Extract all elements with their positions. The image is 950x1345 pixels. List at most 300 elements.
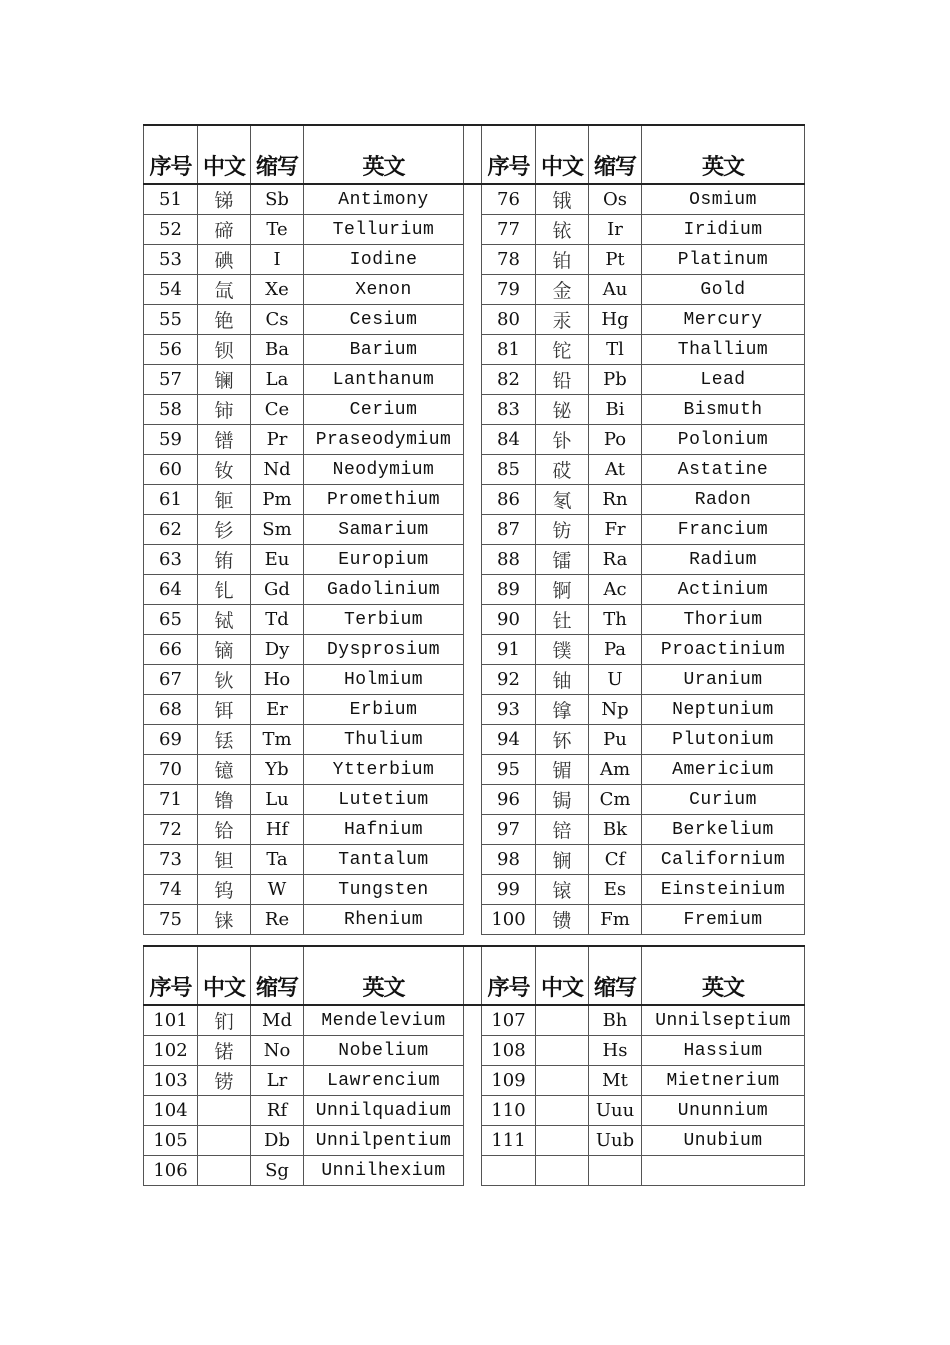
- header-abbr: 缩写: [251, 125, 304, 184]
- atomic-number-cell: 68: [144, 695, 198, 725]
- atomic-number-cell: 108: [482, 1036, 536, 1066]
- column-gap: [464, 365, 482, 395]
- table-body: [144, 1005, 805, 1186]
- english-name-cell: Tantalum: [304, 845, 464, 875]
- english-name-cell: Nobelium: [304, 1036, 464, 1066]
- element-table-101-111: [143, 945, 805, 1186]
- symbol-cell: U: [589, 665, 642, 695]
- column-gap: [464, 785, 482, 815]
- symbol-cell: Uub: [589, 1126, 642, 1156]
- chinese-name-cell: [536, 1066, 589, 1096]
- chinese-name-cell: 钔: [198, 1005, 251, 1036]
- chinese-name-cell: 锿: [536, 875, 589, 905]
- atomic-number-cell: 101: [144, 1005, 198, 1036]
- symbol-cell: La: [251, 365, 304, 395]
- english-name-cell: Iodine: [304, 245, 464, 275]
- english-name-cell: Astatine: [642, 455, 805, 485]
- english-name-cell: Holmium: [304, 665, 464, 695]
- chinese-name-cell: 铱: [536, 215, 589, 245]
- atomic-number-cell: 86: [482, 485, 536, 515]
- atomic-number-cell: 71: [144, 785, 198, 815]
- chinese-name-cell: 镱: [198, 755, 251, 785]
- atomic-number-cell: 65: [144, 605, 198, 635]
- english-name-cell: Mietnerium: [642, 1066, 805, 1096]
- table-row: [144, 1126, 805, 1156]
- english-name-cell: Osmium: [642, 184, 805, 215]
- atomic-number-cell: 85: [482, 455, 536, 485]
- english-name-cell: Einsteinium: [642, 875, 805, 905]
- table-row: [144, 245, 805, 275]
- english-name-cell: Thorium: [642, 605, 805, 635]
- symbol-cell: Td: [251, 605, 304, 635]
- table-row: [144, 455, 805, 485]
- atomic-number-cell: 84: [482, 425, 536, 455]
- atomic-number-cell: 53: [144, 245, 198, 275]
- column-gap: [464, 1036, 482, 1066]
- symbol-cell: Rf: [251, 1096, 304, 1126]
- symbol-cell: Er: [251, 695, 304, 725]
- chinese-name-cell: 碘: [198, 245, 251, 275]
- symbol-cell: Rn: [589, 485, 642, 515]
- chinese-name-cell: 镧: [198, 365, 251, 395]
- symbol-cell: Pb: [589, 365, 642, 395]
- atomic-number-cell: 94: [482, 725, 536, 755]
- chinese-name-cell: [198, 1096, 251, 1126]
- atomic-number-cell: 70: [144, 755, 198, 785]
- atomic-number-cell: 107: [482, 1005, 536, 1036]
- english-name-cell: Ytterbium: [304, 755, 464, 785]
- symbol-cell: Th: [589, 605, 642, 635]
- atomic-number-cell: 59: [144, 425, 198, 455]
- chinese-name-cell: 钫: [536, 515, 589, 545]
- english-name-cell: Tellurium: [304, 215, 464, 245]
- column-gap: [464, 605, 482, 635]
- chinese-name-cell: [198, 1126, 251, 1156]
- symbol-cell: Pu: [589, 725, 642, 755]
- chinese-name-cell: [536, 1036, 589, 1066]
- english-name-cell: Samarium: [304, 515, 464, 545]
- column-gap: [464, 755, 482, 785]
- english-name-cell: [642, 1156, 805, 1186]
- atomic-number-cell: 91: [482, 635, 536, 665]
- atomic-number-cell: 87: [482, 515, 536, 545]
- symbol-cell: No: [251, 1036, 304, 1066]
- atomic-number-cell: 57: [144, 365, 198, 395]
- table-row: [144, 785, 805, 815]
- english-name-cell: Cerium: [304, 395, 464, 425]
- atomic-number-cell: 109: [482, 1066, 536, 1096]
- symbol-cell: Uuu: [589, 1096, 642, 1126]
- symbol-cell: Te: [251, 215, 304, 245]
- symbol-cell: Yb: [251, 755, 304, 785]
- symbol-cell: Md: [251, 1005, 304, 1036]
- chinese-name-cell: 氡: [536, 485, 589, 515]
- header-abbr: 缩写: [589, 125, 642, 184]
- atomic-number-cell: 60: [144, 455, 198, 485]
- column-gap: [464, 845, 482, 875]
- chinese-name-cell: 钨: [198, 875, 251, 905]
- chinese-name-cell: 锇: [536, 184, 589, 215]
- chinese-name-cell: 镭: [536, 545, 589, 575]
- english-name-cell: Californium: [642, 845, 805, 875]
- english-name-cell: Berkelium: [642, 815, 805, 845]
- column-gap: [464, 305, 482, 335]
- english-name-cell: Proactinium: [642, 635, 805, 665]
- column-gap: [464, 875, 482, 905]
- column-gap: [464, 575, 482, 605]
- english-name-cell: Rhenium: [304, 905, 464, 935]
- symbol-cell: Db: [251, 1126, 304, 1156]
- column-gap: [464, 1126, 482, 1156]
- atomic-number-cell: 82: [482, 365, 536, 395]
- header-abbr: 缩写: [251, 946, 304, 1005]
- english-name-cell: Erbium: [304, 695, 464, 725]
- symbol-cell: Ir: [589, 215, 642, 245]
- english-name-cell: Tungsten: [304, 875, 464, 905]
- atomic-number-cell: 63: [144, 545, 198, 575]
- atomic-number-cell: 77: [482, 215, 536, 245]
- atomic-number-cell: 56: [144, 335, 198, 365]
- column-gap: [464, 1156, 482, 1186]
- table-row: [144, 725, 805, 755]
- english-name-cell: Xenon: [304, 275, 464, 305]
- chinese-name-cell: 钽: [198, 845, 251, 875]
- chinese-name-cell: 镤: [536, 635, 589, 665]
- english-name-cell: Terbium: [304, 605, 464, 635]
- english-name-cell: Neodymium: [304, 455, 464, 485]
- english-name-cell: Unubium: [642, 1126, 805, 1156]
- atomic-number-cell: 90: [482, 605, 536, 635]
- chinese-name-cell: 铈: [198, 395, 251, 425]
- symbol-cell: Xe: [251, 275, 304, 305]
- table-row: [144, 815, 805, 845]
- symbol-cell: Ho: [251, 665, 304, 695]
- english-name-cell: Fremium: [642, 905, 805, 935]
- header-cn: 中文: [198, 125, 251, 184]
- symbol-cell: W: [251, 875, 304, 905]
- column-gap: [464, 725, 482, 755]
- chinese-name-cell: 铹: [198, 1066, 251, 1096]
- symbol-cell: Cf: [589, 845, 642, 875]
- english-name-cell: Radon: [642, 485, 805, 515]
- column-gap: [464, 545, 482, 575]
- english-name-cell: Iridium: [642, 215, 805, 245]
- english-name-cell: Lanthanum: [304, 365, 464, 395]
- header-cn: 中文: [536, 946, 589, 1005]
- chinese-name-cell: [536, 1126, 589, 1156]
- chinese-name-cell: 锫: [536, 815, 589, 845]
- atomic-number-cell: 97: [482, 815, 536, 845]
- table-row: [144, 665, 805, 695]
- symbol-cell: Os: [589, 184, 642, 215]
- column-gap: [464, 635, 482, 665]
- english-name-cell: Unnilhexium: [304, 1156, 464, 1186]
- symbol-cell: Pt: [589, 245, 642, 275]
- symbol-cell: Cs: [251, 305, 304, 335]
- column-gap: [464, 245, 482, 275]
- chinese-name-cell: 铥: [198, 725, 251, 755]
- table-row: [144, 365, 805, 395]
- chinese-name-cell: 钬: [198, 665, 251, 695]
- symbol-cell: Fm: [589, 905, 642, 935]
- english-name-cell: Cesium: [304, 305, 464, 335]
- chinese-name-cell: 钍: [536, 605, 589, 635]
- english-name-cell: Mendelevium: [304, 1005, 464, 1036]
- symbol-cell: Am: [589, 755, 642, 785]
- atomic-number-cell: 100: [482, 905, 536, 935]
- english-name-cell: Americium: [642, 755, 805, 785]
- chinese-name-cell: [198, 1156, 251, 1186]
- atomic-number-cell: 104: [144, 1096, 198, 1126]
- english-name-cell: Dysprosium: [304, 635, 464, 665]
- atomic-number-cell: 88: [482, 545, 536, 575]
- table-row: [144, 1096, 805, 1126]
- atomic-number-cell: 96: [482, 785, 536, 815]
- table-row: [144, 305, 805, 335]
- chinese-name-cell: 镨: [198, 425, 251, 455]
- column-gap: [464, 905, 482, 935]
- atomic-number-cell: 58: [144, 395, 198, 425]
- column-gap: [464, 455, 482, 485]
- chinese-name-cell: [536, 1156, 589, 1186]
- column-gap: [464, 275, 482, 305]
- header-row: [144, 125, 805, 184]
- chinese-name-cell: 锕: [536, 575, 589, 605]
- symbol-cell: Np: [589, 695, 642, 725]
- symbol-cell: At: [589, 455, 642, 485]
- chinese-name-cell: 氙: [198, 275, 251, 305]
- chinese-name-cell: 锔: [536, 785, 589, 815]
- atomic-number-cell: 72: [144, 815, 198, 845]
- english-name-cell: Francium: [642, 515, 805, 545]
- chinese-name-cell: 铪: [198, 815, 251, 845]
- atomic-number-cell: 62: [144, 515, 198, 545]
- english-name-cell: Gadolinium: [304, 575, 464, 605]
- atomic-number-cell: 79: [482, 275, 536, 305]
- table-row: [144, 275, 805, 305]
- symbol-cell: Hs: [589, 1036, 642, 1066]
- table-row: [144, 695, 805, 725]
- table-row: [144, 395, 805, 425]
- symbol-cell: Hg: [589, 305, 642, 335]
- header-en: 英文: [304, 946, 464, 1005]
- atomic-number-cell: 52: [144, 215, 198, 245]
- chinese-name-cell: 金: [536, 275, 589, 305]
- table-body: [144, 184, 805, 935]
- symbol-cell: Pm: [251, 485, 304, 515]
- column-gap: [464, 1066, 482, 1096]
- column-gap: [464, 395, 482, 425]
- english-name-cell: Unnilquadium: [304, 1096, 464, 1126]
- chinese-name-cell: 钕: [198, 455, 251, 485]
- symbol-cell: Cm: [589, 785, 642, 815]
- symbol-cell: Es: [589, 875, 642, 905]
- atomic-number-cell: 66: [144, 635, 198, 665]
- symbol-cell: Mt: [589, 1066, 642, 1096]
- atomic-number-cell: 73: [144, 845, 198, 875]
- chinese-name-cell: 钐: [198, 515, 251, 545]
- symbol-cell: Ac: [589, 575, 642, 605]
- column-gap: [464, 184, 482, 215]
- table-row: [144, 1036, 805, 1066]
- english-name-cell: Polonium: [642, 425, 805, 455]
- chinese-name-cell: 砹: [536, 455, 589, 485]
- symbol-cell: Hf: [251, 815, 304, 845]
- table-row: [144, 605, 805, 635]
- symbol-cell: Re: [251, 905, 304, 935]
- english-name-cell: Plutonium: [642, 725, 805, 755]
- chinese-name-cell: 锑: [198, 184, 251, 215]
- symbol-cell: Fr: [589, 515, 642, 545]
- symbol-cell: Lu: [251, 785, 304, 815]
- symbol-cell: Tm: [251, 725, 304, 755]
- column-gap: [464, 215, 482, 245]
- english-name-cell: Lutetium: [304, 785, 464, 815]
- header-cn: 中文: [536, 125, 589, 184]
- atomic-number-cell: 74: [144, 875, 198, 905]
- column-gap: [464, 946, 482, 1005]
- table-row: [144, 875, 805, 905]
- symbol-cell: Nd: [251, 455, 304, 485]
- symbol-cell: Ta: [251, 845, 304, 875]
- atomic-number-cell: 81: [482, 335, 536, 365]
- chinese-name-cell: 镝: [198, 635, 251, 665]
- table-row: [144, 215, 805, 245]
- english-name-cell: Barium: [304, 335, 464, 365]
- table-row: [144, 905, 805, 935]
- atomic-number-cell: 76: [482, 184, 536, 215]
- chinese-name-cell: 碲: [198, 215, 251, 245]
- table-row: [144, 635, 805, 665]
- chinese-name-cell: 钷: [198, 485, 251, 515]
- symbol-cell: Dy: [251, 635, 304, 665]
- column-gap: [464, 1005, 482, 1036]
- english-name-cell: Platinum: [642, 245, 805, 275]
- atomic-number-cell: 105: [144, 1126, 198, 1156]
- symbol-cell: Sg: [251, 1156, 304, 1186]
- column-gap: [464, 815, 482, 845]
- symbol-cell: Sm: [251, 515, 304, 545]
- atomic-number-cell: 106: [144, 1156, 198, 1186]
- atomic-number-cell: 51: [144, 184, 198, 215]
- column-gap: [464, 335, 482, 365]
- header-cn: 中文: [198, 946, 251, 1005]
- atomic-number-cell: 55: [144, 305, 198, 335]
- chinese-name-cell: 汞: [536, 305, 589, 335]
- table-row: [144, 1066, 805, 1096]
- chinese-name-cell: 镄: [536, 905, 589, 935]
- symbol-cell: Ba: [251, 335, 304, 365]
- atomic-number-cell: 92: [482, 665, 536, 695]
- column-gap: [464, 695, 482, 725]
- atomic-number-cell: 99: [482, 875, 536, 905]
- english-name-cell: Actinium: [642, 575, 805, 605]
- chinese-name-cell: 铒: [198, 695, 251, 725]
- atomic-number-cell: 95: [482, 755, 536, 785]
- chinese-name-cell: 铼: [198, 905, 251, 935]
- column-gap: [464, 515, 482, 545]
- chinese-name-cell: 锎: [536, 845, 589, 875]
- atomic-number-cell: 93: [482, 695, 536, 725]
- english-name-cell: Neptunium: [642, 695, 805, 725]
- table-row: [144, 335, 805, 365]
- english-name-cell: Europium: [304, 545, 464, 575]
- english-name-cell: Gold: [642, 275, 805, 305]
- symbol-cell: Eu: [251, 545, 304, 575]
- atomic-number-cell: 69: [144, 725, 198, 755]
- chinese-name-cell: 铋: [536, 395, 589, 425]
- english-name-cell: Unnilseptium: [642, 1005, 805, 1036]
- chinese-name-cell: 镅: [536, 755, 589, 785]
- header-no: 序号: [144, 125, 198, 184]
- header-no: 序号: [482, 125, 536, 184]
- chinese-name-cell: 铕: [198, 545, 251, 575]
- chinese-name-cell: 镎: [536, 695, 589, 725]
- table-row: [144, 515, 805, 545]
- symbol-cell: Gd: [251, 575, 304, 605]
- atomic-number-cell: 89: [482, 575, 536, 605]
- atomic-number-cell: 102: [144, 1036, 198, 1066]
- atomic-number-cell: 110: [482, 1096, 536, 1126]
- header-en: 英文: [642, 125, 805, 184]
- table-row: [144, 184, 805, 215]
- symbol-cell: Lr: [251, 1066, 304, 1096]
- column-gap: [464, 665, 482, 695]
- symbol-cell: I: [251, 245, 304, 275]
- chinese-name-cell: 钚: [536, 725, 589, 755]
- english-name-cell: Antimony: [304, 184, 464, 215]
- atomic-number-cell: 103: [144, 1066, 198, 1096]
- chinese-name-cell: 铽: [198, 605, 251, 635]
- english-name-cell: Promethium: [304, 485, 464, 515]
- english-name-cell: Thallium: [642, 335, 805, 365]
- symbol-cell: Po: [589, 425, 642, 455]
- table-row: [144, 545, 805, 575]
- atomic-number-cell: 54: [144, 275, 198, 305]
- table-row: [144, 425, 805, 455]
- header-no: 序号: [482, 946, 536, 1005]
- column-gap: [464, 1096, 482, 1126]
- table-row: [144, 1156, 805, 1186]
- chinese-name-cell: 钆: [198, 575, 251, 605]
- english-name-cell: Hassium: [642, 1036, 805, 1066]
- atomic-number-cell: 67: [144, 665, 198, 695]
- header-abbr: 缩写: [589, 946, 642, 1005]
- english-name-cell: Praseodymium: [304, 425, 464, 455]
- english-name-cell: Ununnium: [642, 1096, 805, 1126]
- english-name-cell: Thulium: [304, 725, 464, 755]
- atomic-number-cell: 64: [144, 575, 198, 605]
- symbol-cell: Pr: [251, 425, 304, 455]
- chinese-name-cell: 镥: [198, 785, 251, 815]
- symbol-cell: Pa: [589, 635, 642, 665]
- symbol-cell: Ra: [589, 545, 642, 575]
- symbol-cell: Bk: [589, 815, 642, 845]
- atomic-number-cell: 83: [482, 395, 536, 425]
- chinese-name-cell: 铀: [536, 665, 589, 695]
- atomic-number-cell: 78: [482, 245, 536, 275]
- table-row: [144, 845, 805, 875]
- chinese-name-cell: 钡: [198, 335, 251, 365]
- atomic-number-cell: 98: [482, 845, 536, 875]
- english-name-cell: Radium: [642, 545, 805, 575]
- table-row: [144, 575, 805, 605]
- chinese-name-cell: 铅: [536, 365, 589, 395]
- english-name-cell: Uranium: [642, 665, 805, 695]
- symbol-cell: Ce: [251, 395, 304, 425]
- atomic-number-cell: 75: [144, 905, 198, 935]
- symbol-cell: Au: [589, 275, 642, 305]
